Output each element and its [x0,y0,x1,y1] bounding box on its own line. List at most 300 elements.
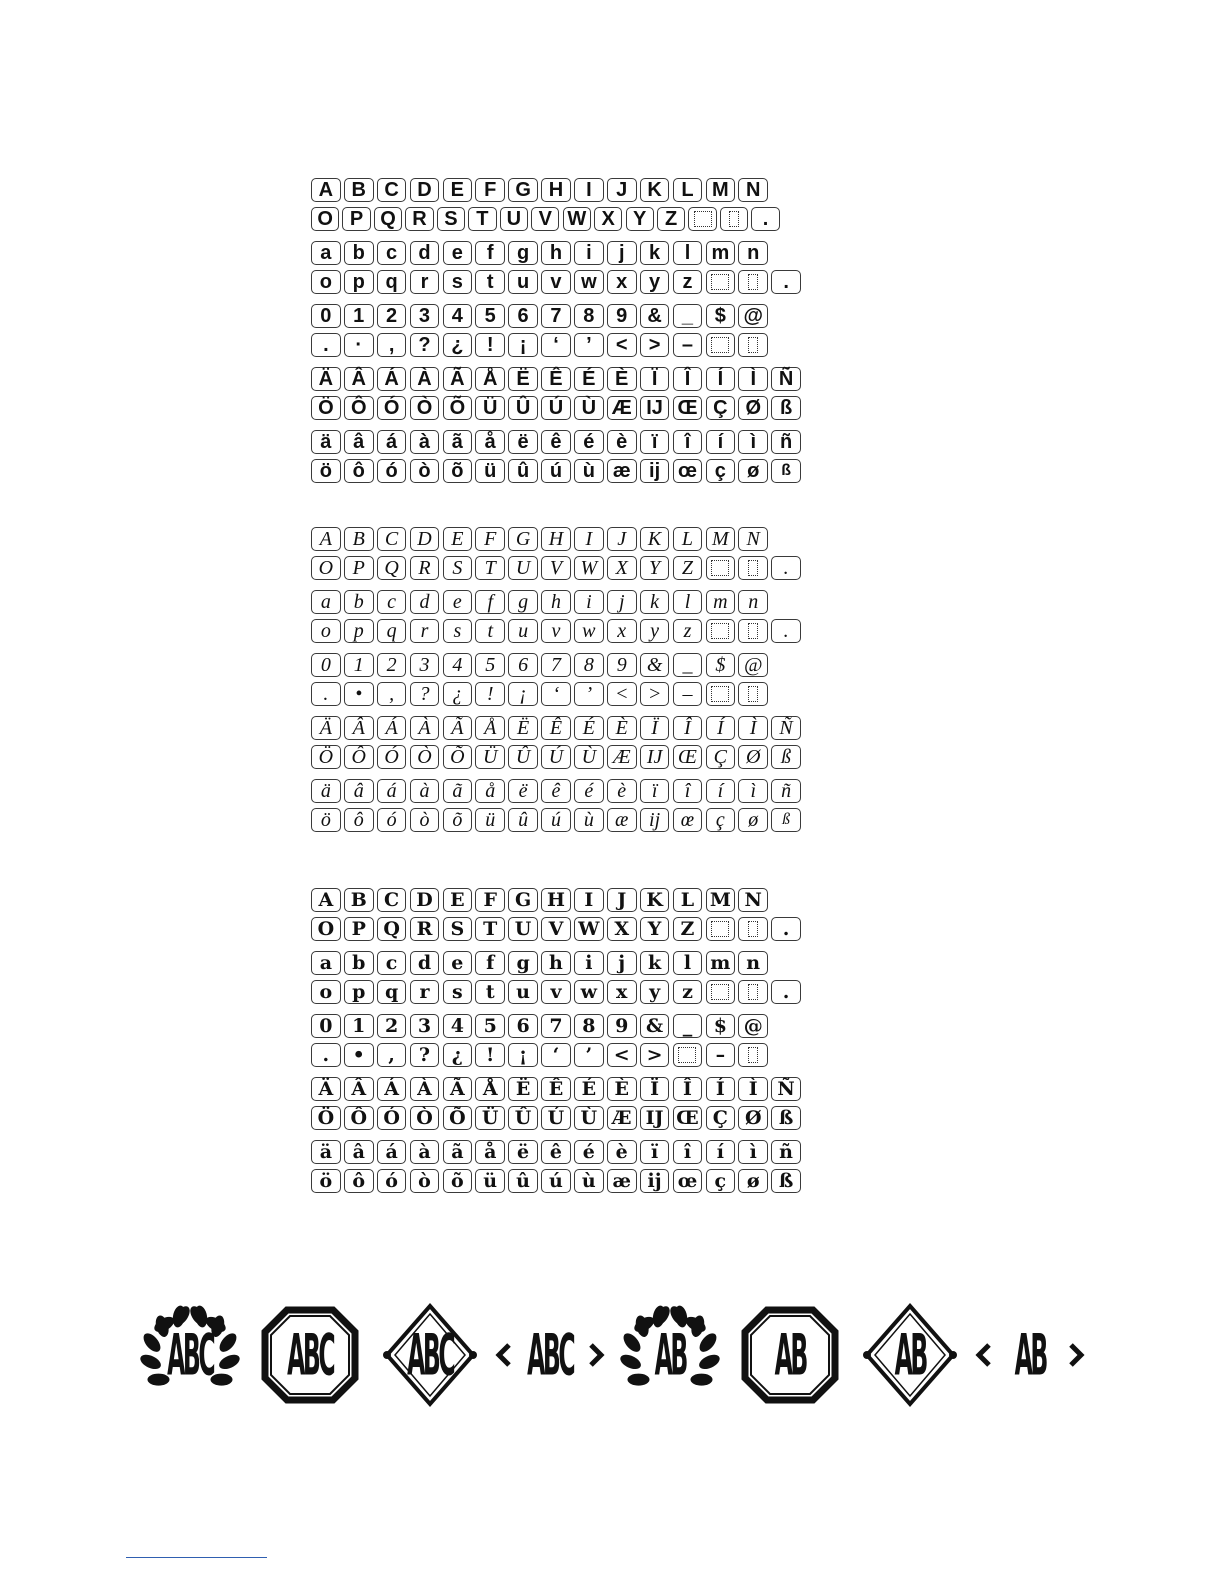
glyph-key: 0 [311,304,341,328]
glyph-key: ï [640,1140,670,1164]
glyph-key: t [475,980,505,1004]
glyph-key: œ [673,808,703,832]
glyph-key: M [706,888,736,912]
glyph-key: É [574,716,604,740]
glyph-key: È [607,1077,637,1101]
monogram-letters: ABC [166,1322,214,1388]
glyph-key: L [673,527,703,551]
glyph-key: ’ [574,333,604,357]
glyph-key: v [541,980,571,1004]
glyph-key [706,619,736,643]
glyph-key: @ [738,1014,768,1038]
glyph-key: ‘ [541,1043,571,1067]
glyph-key: T [475,556,505,580]
glyph-key: Õ [443,1106,473,1130]
glyph-key: Ø [738,1106,768,1130]
monogram-row [135,1300,1085,1410]
glyph-key: Æ [607,1106,637,1130]
monogram-letters: AB [654,1322,686,1388]
glyph-key: K [640,527,670,551]
glyph-key: @ [738,653,768,677]
glyph-key: ó [377,808,407,832]
glyph-key: Á [377,1077,407,1101]
glyph-key: Î [673,367,703,391]
glyph-key: S [437,207,465,231]
glyph-key: x [607,980,637,1004]
monogram-arrows-8 [975,1300,1085,1410]
glyph-key: ô [344,1169,374,1193]
glyph-key: Ñ [771,367,801,391]
glyph-key: Ï [640,716,670,740]
glyph-key: u [508,270,538,294]
glyph-key: N [738,527,768,551]
glyph-key: d [410,951,440,975]
glyph-key: î [673,779,703,803]
glyph-key: Û [508,1106,538,1130]
glyph-key: u [508,619,538,643]
glyph-key: õ [443,459,473,483]
glyph-key: Å [475,367,505,391]
glyph-key: D [410,888,440,912]
glyph-key: · [344,333,374,357]
glyph-key: 2 [377,653,407,677]
glyph-key: á [377,1140,407,1164]
glyph-key: x [607,270,637,294]
glyph-key: ö [311,808,341,832]
glyph-key: 6 [508,653,538,677]
glyph-key: R [410,917,440,941]
glyph-key: ß [771,1169,801,1193]
glyph-key: 8 [574,304,604,328]
glyph-key: Ô [344,745,374,769]
glyph-key: I [574,178,604,202]
monogram-laurel-1 [135,1300,245,1410]
glyph-key: & [640,653,670,677]
glyph-key: P [344,917,374,941]
glyph-key: . [311,333,341,357]
glyph-key: b [344,590,374,614]
glyph-key: à [410,430,440,454]
glyph-key: 7 [541,304,571,328]
glyph-key: è [607,1140,637,1164]
glyph-key: Í [706,1077,736,1101]
glyph-key: Ë [508,716,538,740]
glyph-key: œ [673,1169,703,1193]
glyph-key: ù [574,459,604,483]
glyph-key: y [640,270,670,294]
glyph-key: W [563,207,591,231]
glyph-key: o [311,980,341,1004]
glyph-key: k [640,590,670,614]
glyph-key: Í [706,716,736,740]
glyph-key: 9 [607,653,637,677]
glyph-key: V [541,917,571,941]
glyph-key [738,619,768,643]
glyph-key: K [640,178,670,202]
glyph-key: r [410,619,440,643]
glyph-key: Ú [541,745,571,769]
monogram-octagon-2 [255,1300,365,1410]
glyph-key: r [410,980,440,1004]
glyph-row [311,619,811,643]
glyph-key: @ [738,304,768,328]
glyph-key: t [475,619,505,643]
glyph-key: F [475,527,505,551]
glyph-key: Ñ [771,1077,801,1101]
glyph-key: ä [311,430,341,454]
glyph-key: Ì [738,367,768,391]
glyph-key: é [574,779,604,803]
glyph-key: 3 [410,304,440,328]
glyph-key: û [508,459,538,483]
glyph-key: U [500,207,528,231]
glyph-key: æ [607,1169,637,1193]
glyph-key: 8 [574,1014,604,1038]
glyph-key: Ä [311,367,341,391]
glyph-key: û [508,808,538,832]
glyph-key: ì [738,779,768,803]
glyph-key: C [377,888,407,912]
glyph-key: 7 [541,1014,571,1038]
glyph-key: e [443,241,473,265]
glyph-key: B [344,527,374,551]
glyph-key: Í [706,367,736,391]
glyph-key: y [640,980,670,1004]
glyph-key: S [443,917,473,941]
glyph-key: X [607,917,637,941]
glyph-key: . [311,682,341,706]
glyph-key: ø [738,808,768,832]
glyph-row [311,430,811,454]
glyph-key: ij [640,808,670,832]
glyph-key: õ [443,1169,473,1193]
glyph-key: d [410,590,440,614]
glyph-key: U [508,917,538,941]
glyph-key: H [541,527,571,551]
glyph-key: q [377,619,407,643]
glyph-key: . [771,917,801,941]
glyph-key: ô [344,459,374,483]
glyph-row [311,207,811,231]
glyph-key: _ [673,1014,703,1038]
glyph-key: r [410,270,440,294]
glyph-key: ó [377,1169,407,1193]
glyph-key: J [607,178,637,202]
glyph-key: Ò [410,745,440,769]
glyph-key: ß [771,808,801,832]
glyph-key: É [574,367,604,391]
glyph-key: & [640,304,670,328]
glyph-key: V [541,556,571,580]
glyph-key: G [508,527,538,551]
glyph-key: l [673,241,703,265]
glyph-key: Ø [738,745,768,769]
glyph-key: c [377,951,407,975]
glyph-key: Z [673,917,703,941]
glyph-key: ’ [574,1043,604,1067]
glyph-key: Œ [673,396,703,420]
glyph-key: O [311,207,339,231]
glyph-key: û [508,1169,538,1193]
glyph-key: à [410,1140,440,1164]
glyph-key: < [607,333,637,357]
glyph-key: k [640,951,670,975]
glyph-key: i [574,241,604,265]
glyph-key: Û [508,745,538,769]
glyph-key: m [706,590,736,614]
glyph-key: Œ [673,1106,703,1130]
glyph-key [706,682,736,706]
glyph-key: à [410,779,440,803]
glyph-key: Z [657,207,685,231]
glyph-key: T [468,207,496,231]
glyph-key: ç [706,808,736,832]
glyph-key: , [377,682,407,706]
glyph-key: ê [541,779,571,803]
glyph-key: 8 [574,653,604,677]
glyph-key: D [410,178,440,202]
glyph-key: F [475,888,505,912]
glyph-key: Ì [738,1077,768,1101]
glyph-key: n [738,241,768,265]
glyph-key: Q [374,207,402,231]
glyph-key: z [673,270,703,294]
glyph-key: ! [475,333,505,357]
glyph-key: æ [607,808,637,832]
glyph-key: 4 [443,304,473,328]
glyph-key [706,980,736,1004]
glyph-key: n [738,951,768,975]
glyph-key: Ã [443,367,473,391]
glyph-key: Ö [311,745,341,769]
glyph-key: Y [640,917,670,941]
glyph-key: U [508,556,538,580]
glyph-key: ? [410,682,440,706]
glyph-key: ü [475,808,505,832]
glyph-key: e [443,951,473,975]
glyph-row [311,270,811,294]
glyph-key: o [311,270,341,294]
glyph-key: ! [475,682,505,706]
glyph-key: E [443,527,473,551]
glyph-key: Q [377,917,407,941]
glyph-key: m [706,951,736,975]
glyph-key: l [673,951,703,975]
glyph-key: W [574,917,604,941]
glyph-key: ê [541,1140,571,1164]
glyph-key: Ñ [771,716,801,740]
glyph-row [311,653,811,677]
glyph-key: E [443,178,473,202]
glyph-key: Ö [311,1106,341,1130]
glyph-key: Ã [443,716,473,740]
glyph-key: Â [344,1077,374,1101]
glyph-key: G [508,178,538,202]
glyph-key: h [541,951,571,975]
glyph-key: â [344,430,374,454]
glyph-key: e [443,590,473,614]
glyph-key: . [771,619,801,643]
glyph-key: g [508,590,538,614]
glyph-row [311,527,811,551]
glyph-key: V [531,207,559,231]
glyph-key: – [673,682,703,706]
glyph-key: b [344,951,374,975]
glyph-key [720,207,748,231]
glyph-row [311,459,811,483]
glyph-key: ë [508,430,538,454]
glyph-key: ê [541,430,571,454]
monogram-octagon-6 [735,1300,845,1410]
glyph-key: 4 [443,653,473,677]
glyph-key: ç [706,459,736,483]
glyph-key: x [607,619,637,643]
glyph-key: j [607,951,637,975]
glyph-key: B [344,178,374,202]
glyph-key: 0 [311,1014,341,1038]
glyph-key: A [311,178,341,202]
glyph-key [688,207,716,231]
glyph-key: Z [673,556,703,580]
glyph-key: K [640,888,670,912]
glyph-key: X [607,556,637,580]
glyph-key: á [377,779,407,803]
glyph-row [311,590,811,614]
glyph-key: ? [410,1043,440,1067]
glyph-key: u [508,980,538,1004]
glyph-key: n [738,590,768,614]
glyph-key: h [541,241,571,265]
glyph-key: Ä [311,716,341,740]
glyph-row [311,808,811,832]
glyph-key: p [344,270,374,294]
glyph-key: È [607,716,637,740]
glyph-key: b [344,241,374,265]
glyph-key: X [594,207,622,231]
glyph-key: a [311,241,341,265]
glyph-row [311,888,811,912]
glyph-key: Q [377,556,407,580]
glyph-key: t [475,270,505,294]
glyph-key: s [443,980,473,1004]
glyph-key: J [607,888,637,912]
glyph-key: ò [410,1169,440,1193]
glyph-key: > [640,682,670,706]
glyph-row [311,178,811,202]
glyph-key: – [673,333,703,357]
glyph-key: 1 [344,1014,374,1038]
glyph-key: c [377,241,407,265]
glyph-key: Å [475,1077,505,1101]
glyph-key: Ù [574,1106,604,1130]
glyph-key: f [475,241,505,265]
footer-rule [126,1557,267,1558]
glyph-key: Ô [344,1106,374,1130]
font-chart-script [311,527,811,842]
glyph-key: I [574,527,604,551]
glyph-key: Ò [410,1106,440,1130]
glyph-key [738,682,768,706]
glyph-key: Ï [640,1077,670,1101]
glyph-key: 6 [508,1014,538,1038]
glyph-key: 7 [541,653,571,677]
glyph-key: æ [607,459,637,483]
glyph-key: ù [574,1169,604,1193]
glyph-row [311,779,811,803]
glyph-key: • [344,682,374,706]
glyph-key: z [673,980,703,1004]
glyph-key [706,270,736,294]
glyph-key: ã [443,1140,473,1164]
glyph-key: j [607,590,637,614]
glyph-key: R [410,556,440,580]
glyph-key: H [541,178,571,202]
glyph-row [311,682,811,706]
glyph-row [311,917,811,941]
glyph-key: ij [640,459,670,483]
glyph-key: å [475,779,505,803]
glyph-key: Ó [377,745,407,769]
glyph-key: Ë [508,367,538,391]
glyph-key: P [344,556,374,580]
glyph-key: , [377,1043,407,1067]
glyph-key: S [443,556,473,580]
glyph-key [738,556,768,580]
glyph-key: $ [706,653,736,677]
glyph-key: ç [706,1169,736,1193]
glyph-key: ë [508,1140,538,1164]
glyph-row [311,1169,811,1193]
glyph-key: ú [541,1169,571,1193]
glyph-key: ¡ [508,682,538,706]
glyph-key: â [344,779,374,803]
glyph-row [311,1140,811,1164]
glyph-key: ù [574,808,604,832]
glyph-key: Ç [706,396,736,420]
glyph-key: Ó [377,396,407,420]
monogram-letters: AB [774,1322,806,1388]
glyph-key: h [541,590,571,614]
glyph-key: T [475,917,505,941]
glyph-key: Ò [410,396,440,420]
glyph-key: Ç [706,745,736,769]
glyph-key: D [410,527,440,551]
glyph-key: Æ [607,396,637,420]
glyph-key: ã [443,430,473,454]
glyph-key: A [311,527,341,551]
glyph-key: IJ [640,1106,670,1130]
glyph-key: Õ [443,396,473,420]
glyph-key: B [344,888,374,912]
glyph-key: a [311,951,341,975]
glyph-key: ú [541,808,571,832]
glyph-key: Â [344,367,374,391]
glyph-key: A [311,888,341,912]
glyph-key: â [344,1140,374,1164]
monogram-letters: AB [894,1322,926,1388]
glyph-key [783,207,811,231]
glyph-key: Ì [738,716,768,740]
glyph-key: > [640,1043,670,1067]
glyph-key: Û [508,396,538,420]
glyph-key: é [574,1140,604,1164]
glyph-key: Å [475,716,505,740]
glyph-key: y [640,619,670,643]
glyph-key: . [311,1043,341,1067]
glyph-row [311,1014,811,1038]
glyph-key: IJ [640,396,670,420]
glyph-key [738,917,768,941]
